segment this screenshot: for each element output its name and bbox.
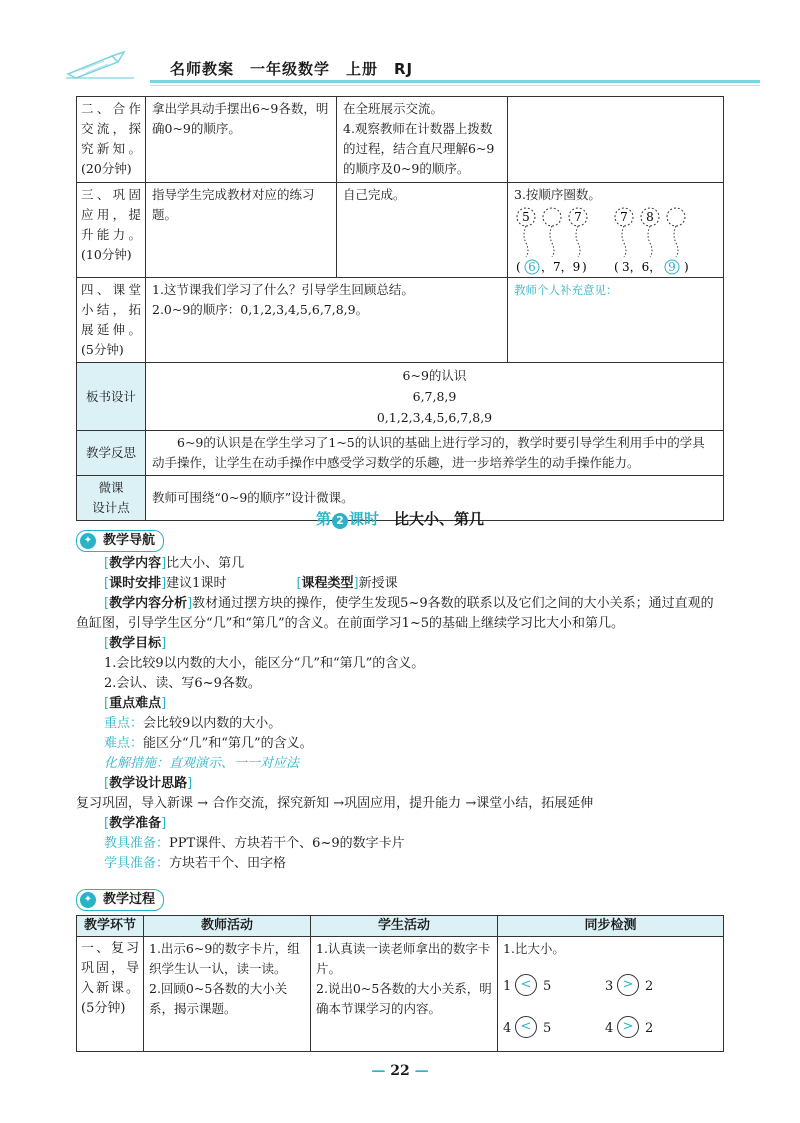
nav-content <box>76 554 724 874</box>
pencil-logo-icon <box>64 50 134 80</box>
board-cell <box>146 363 724 431</box>
book-title: 名师教案 一年级数学 上册 RJ <box>170 60 414 78</box>
compare-right: 5 <box>543 1021 552 1036</box>
balloon-label: 7 <box>574 210 582 224</box>
goals-label: [教学目标] <box>104 636 167 651</box>
student-cell: 1.认真读一读老师拿出的数字卡片。 2.说出0~5各数的大小关系，明确本节课学习的内容。 <box>311 937 498 1052</box>
page-footer <box>0 1063 800 1079</box>
compare-symbol: > <box>617 974 639 996</box>
table-row <box>77 363 724 431</box>
compare-left: 3 <box>605 979 614 994</box>
balloon-group-1 <box>517 208 587 257</box>
idea-label: [教学设计思路] <box>104 776 193 791</box>
header-cell: 同步检测 <box>498 916 724 937</box>
key-value: 会比较9以内数的大小。 <box>143 716 282 731</box>
balloon-group-2 <box>615 208 685 257</box>
teacher-prep-prefix: 教具准备： <box>104 836 170 851</box>
schedule-value: 建议1课时 <box>166 576 227 591</box>
table-header-row <box>77 916 724 937</box>
stage-cell: 二、合作交流，探究新知。(20分钟) <box>77 97 146 183</box>
schedule-line <box>104 574 724 594</box>
compare-symbol: > <box>617 1016 639 1038</box>
student-cell: 自己完成。 <box>337 183 508 278</box>
micro-label: 微课 设计点 <box>77 476 146 521</box>
page-number: 22 <box>390 1063 410 1079</box>
key-prefix: 重点： <box>104 716 144 731</box>
board-line: 0,1,2,3,4,5,6,7,8,9 <box>376 410 493 425</box>
teacher-cell: 1.出示6~9的数字卡片，组织学生认一认，读一读。 2.回顾0~5各数的大小关系，揭示课题。 <box>144 937 311 1052</box>
check-cell <box>498 937 724 1052</box>
check-cell <box>508 97 724 183</box>
answer-circled: 9 <box>668 260 676 274</box>
lesson-prefix: 第 <box>315 510 331 528</box>
process-table <box>76 915 724 1052</box>
content-line <box>104 554 724 574</box>
nav-tag <box>76 530 164 552</box>
prep-label: [教学准备] <box>104 816 167 831</box>
analysis-line <box>76 594 724 634</box>
lesson-suffix: 课时 <box>348 510 379 528</box>
footer-dash: — <box>371 1063 386 1079</box>
compare-symbol: < <box>515 974 537 996</box>
balloons-figure <box>514 205 714 275</box>
header-cell: 教学环节 <box>77 916 144 937</box>
diff-value: 能区分“几”和“第几”的含义。 <box>143 736 313 751</box>
answer-paren: ( <box>516 260 521 274</box>
answer-paren: ( <box>614 260 619 274</box>
compare-left: 4 <box>503 1021 512 1036</box>
header-cell: 教师活动 <box>144 916 311 937</box>
process-tag <box>76 889 164 911</box>
key-line <box>104 714 724 734</box>
answer-circled: 6 <box>528 260 536 274</box>
content-value: 比大小、第几 <box>166 556 245 571</box>
student-cell: 在全班展示交流。 4.观察教师在计数器上拨数的过程，结合直尺理解6~9的顺序及0~9的顺序。 <box>337 97 508 183</box>
stage-cell: 一、复习巩固，导入新课。(5分钟) <box>77 937 144 1052</box>
process-tag-label: 教学过程 <box>103 892 156 907</box>
header-cell: 学生活动 <box>311 916 498 937</box>
board-line: 6~9的认识 <box>402 368 467 383</box>
board-label: 板书设计 <box>77 363 146 431</box>
analysis-value: 教材通过摆方块的操作，使学生发现5~9各数的联系以及它们之间的大小关系；通过直观的鱼缸图，引导学生区分“几”和“第几”的含义。在前面学习1~5的基础上继续学习比大小和第几。 <box>76 596 714 631</box>
table-row <box>77 431 724 476</box>
reflect-label: 教学反思 <box>77 431 146 476</box>
check-cell <box>508 183 724 278</box>
balloon-label: 8 <box>646 210 654 224</box>
key-label: [重点难点] <box>104 696 167 711</box>
table-row <box>77 97 724 183</box>
teacher-cell: 1.这节课我们学习了什么？引导学生回顾总结。 2.0~9的顺序：0,1,2,3,4,5,6,7,8,9。 <box>146 278 508 363</box>
answer-rest: 3，6， <box>622 260 662 274</box>
bulb-icon: ✦ <box>80 892 96 908</box>
bulb-icon: ✦ <box>80 533 96 549</box>
student-prep-value: 方块若干个、田字格 <box>169 856 287 871</box>
idea-value: 复习巩固，导入新课 → 合作交流，探究新知 →巩固应用，提升能力 →课堂小结，拓展延伸 <box>76 796 594 811</box>
lesson-number: 2 <box>332 513 348 529</box>
type-value: 新授课 <box>358 576 398 591</box>
note-cell: 教师个人补充意见： <box>508 278 724 363</box>
lesson-plan-table <box>76 96 724 521</box>
exercise-title: 3.按顺序圈数。 <box>514 187 601 202</box>
student-prep-line <box>104 854 724 874</box>
balloon-label: 5 <box>522 210 530 224</box>
teacher-cell: 指导学生完成教材对应的练习题。 <box>146 183 337 278</box>
check-title: 1.比大小。 <box>503 941 565 956</box>
page-header <box>40 44 760 84</box>
stage-cell: 三、巩固应用，提升能力。(10分钟) <box>77 183 146 278</box>
teacher-prep-value: PPT课件、方块若干个、6~9的数字卡片 <box>169 836 405 851</box>
table-row <box>77 937 724 1052</box>
lesson-title: 比大小、第几 <box>394 510 485 528</box>
balloon-label: 7 <box>620 210 628 224</box>
compare-right: 2 <box>645 1021 654 1036</box>
compare-exercise <box>503 959 718 1049</box>
goal-item: 2.会认、读、写6~9各数。 <box>104 676 261 691</box>
answer-paren: ) <box>582 260 587 274</box>
micro-cell: 教师可围绕“0~9的顺序”设计微课。 <box>146 476 724 521</box>
goal-item: 1.会比较9以内数的大小，能区分“几”和“第几”的含义。 <box>104 656 425 671</box>
teacher-cell: 拿出学具动手摆出6~9各数，明确0~9的顺序。 <box>146 97 337 183</box>
answer-rest: ，7，9 <box>541 260 581 274</box>
board-line: 6,7,8,9 <box>412 389 457 404</box>
answer-group-1 <box>516 260 587 274</box>
answer-group-2 <box>614 260 689 274</box>
reflect-cell: 6~9的认识是在学生学习了1~5的认识的基础上进行学习的，教学时要引导学生利用手中的学具动手操作，让学生在动手操作中感受学习数学的乐趣，进一步培养学生的动手操作能力。 <box>146 431 724 476</box>
balloon-exercise <box>514 205 717 275</box>
compare-right: 2 <box>645 979 654 994</box>
compare-symbol: < <box>515 1016 537 1038</box>
measure-line: 化解措施：直观演示、一一对应法 <box>104 756 300 771</box>
type-label: [课程类型] <box>296 576 359 591</box>
student-prep-prefix: 学具准备： <box>104 856 170 871</box>
footer-dash: — <box>414 1063 429 1079</box>
compare-left: 4 <box>605 1021 614 1036</box>
header-rule <box>150 80 760 83</box>
content-label: [教学内容] <box>104 556 167 571</box>
nav-tag-label: 教学导航 <box>103 533 156 548</box>
analysis-label: [教学内容分析] <box>104 596 193 611</box>
table-row <box>77 278 724 363</box>
diff-prefix: 难点： <box>104 736 144 751</box>
section-title <box>0 508 800 529</box>
stage-cell: 四、课堂小结，拓展延伸。(5分钟) <box>77 278 146 363</box>
answer-paren: ) <box>684 260 689 274</box>
teacher-prep-line <box>104 834 724 854</box>
diff-line <box>104 734 724 754</box>
schedule-label: [课时安排] <box>104 576 167 591</box>
compare-right: 5 <box>543 979 552 994</box>
header-rule-thin <box>150 85 760 86</box>
compare-left: 1 <box>503 979 512 994</box>
table-row <box>77 183 724 278</box>
